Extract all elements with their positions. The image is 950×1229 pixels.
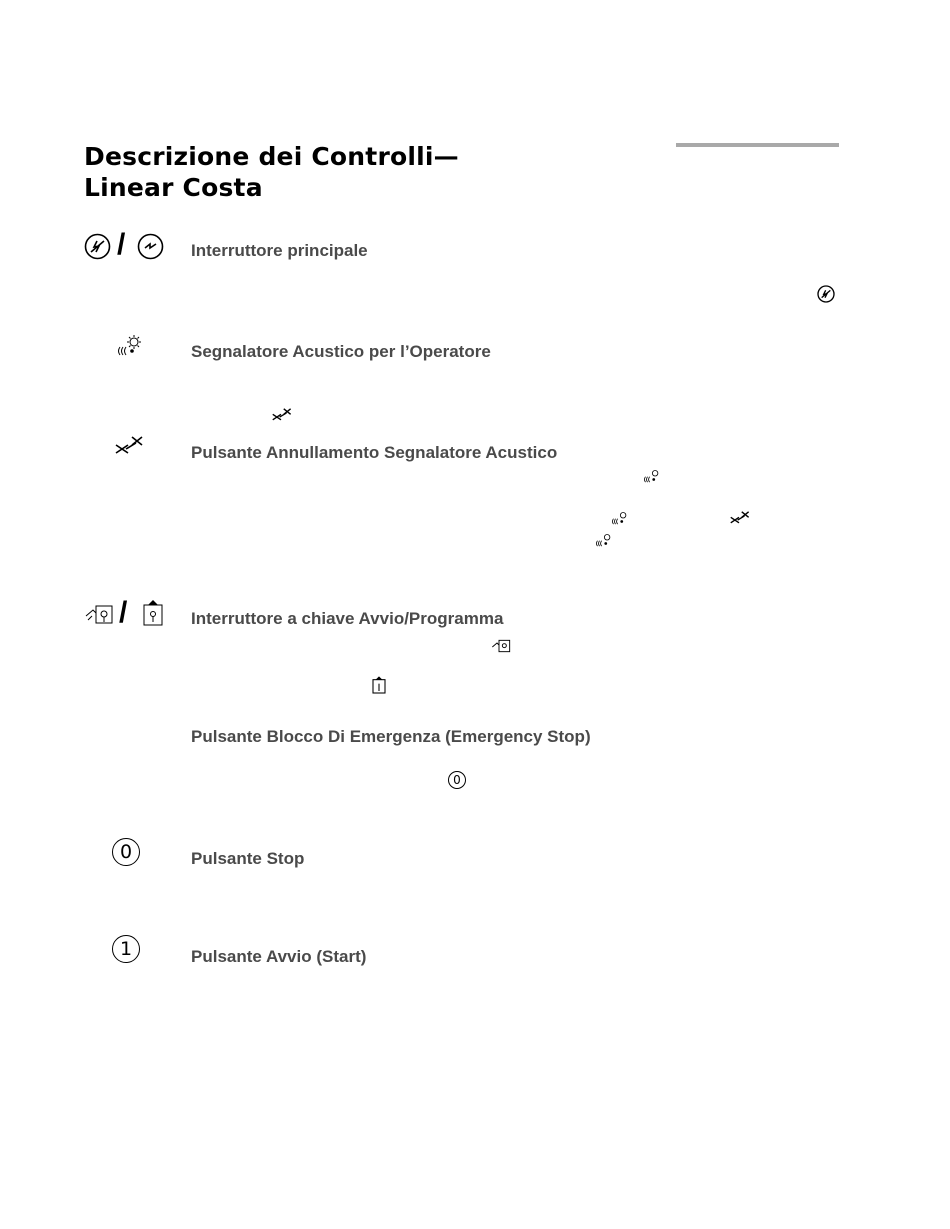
stop-icon: 0	[112, 838, 140, 866]
header-rule	[676, 143, 839, 147]
key-program-icon	[371, 675, 387, 695]
alarm-cancel-heading: Pulsante Annullamento Segnalatore Acustico	[191, 443, 558, 462]
power-off-icon	[817, 285, 835, 303]
page-title-line2: Linear Costa	[84, 173, 263, 202]
stop-icon: 0	[448, 771, 466, 789]
icon-separator: /	[119, 596, 128, 629]
alarm-cancel-icon	[270, 406, 292, 424]
power-off-icon	[84, 233, 111, 260]
emergency-stop-heading: Pulsante Blocco Di Emergenza (Emergency Stop)	[191, 727, 591, 746]
key-start-icon	[491, 637, 511, 653]
alarm-cancel-icon	[728, 509, 750, 527]
page-title-line1: Descrizione dei Controlli—	[84, 142, 459, 171]
alarm-cancel-icon	[112, 433, 144, 459]
key-start-icon	[84, 601, 114, 625]
icon-separator: /	[117, 228, 126, 261]
main-switch-heading: Interruttore principale	[191, 241, 368, 260]
alarm-bell-icon	[112, 333, 144, 359]
page-title	[84, 141, 459, 203]
stop-heading: Pulsante Stop	[191, 849, 305, 868]
alarm-bell-icon	[640, 467, 662, 485]
operator-alarm-heading: Segnalatore Acustico per l’Operatore	[191, 342, 491, 361]
key-switch-heading: Interruttore a chiave Avvio/Programma	[191, 609, 504, 628]
start-icon: 1	[112, 935, 140, 963]
power-on-icon	[137, 233, 164, 260]
alarm-bell-icon	[592, 531, 614, 549]
key-program-icon	[141, 599, 165, 627]
start-heading: Pulsante Avvio (Start)	[191, 947, 367, 966]
alarm-bell-icon	[608, 509, 630, 527]
